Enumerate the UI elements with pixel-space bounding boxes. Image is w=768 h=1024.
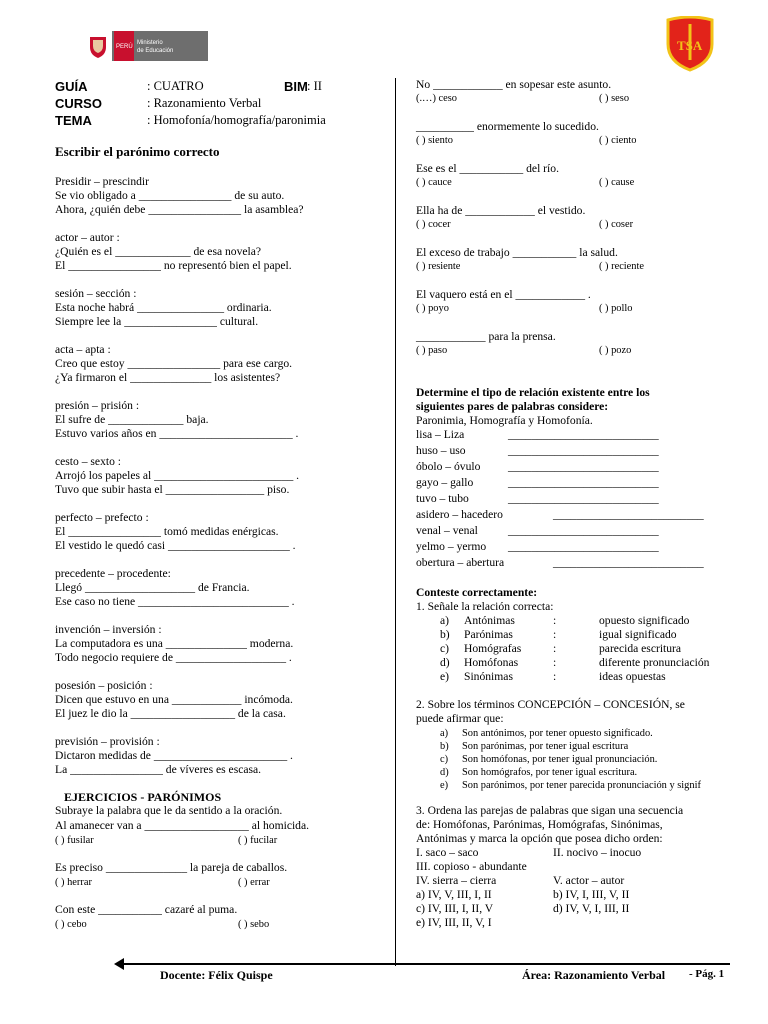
pair-label: huso – uso — [416, 444, 466, 457]
pair-blank[interactable]: __________________________ — [508, 428, 659, 441]
bim-value: : II — [307, 79, 322, 93]
question-2-line2: puede afirmar que: — [416, 712, 504, 725]
option-b[interactable]: ( ) fucilar — [238, 835, 278, 846]
q1-colon: : — [553, 656, 557, 669]
ministry-of-education-logo — [84, 31, 208, 61]
option-b[interactable]: ( ) seso — [599, 93, 630, 104]
option-a[interactable]: ( ) herrar — [55, 877, 92, 888]
question-3-line3: Antónimas y marca la opción que posea dicho orden: — [416, 832, 663, 845]
tema-label: TEMA — [55, 113, 92, 128]
q3-item: I. saco – saco — [416, 846, 479, 859]
footer-page: - Pág. 1 — [689, 968, 725, 980]
q1-letter[interactable]: e) — [440, 670, 450, 683]
pair-label: venal – venal — [416, 524, 478, 537]
text-line: El ________________ tomó medidas enérgicas. — [55, 525, 279, 538]
pair-label: tuvo – tubo — [416, 492, 469, 505]
q3-item: IV. sierra – cierra — [416, 874, 497, 887]
logo-ministry-line1: Ministerio — [137, 40, 163, 46]
guia-label: GUÍA — [55, 79, 88, 94]
school-shield-logo — [664, 16, 716, 72]
text-line: Esta noche habrá _______________ ordinaria. — [55, 301, 272, 314]
pair-label: obertura – abertura — [416, 556, 505, 569]
pair-label: gayo – gallo — [416, 476, 474, 489]
exercise-sentence: ____________ para la prensa. — [416, 330, 556, 343]
pair-label: lisa – Liza — [416, 428, 465, 441]
q2-letter[interactable]: d) — [440, 767, 449, 778]
q3-item: II. nocivo – inocuo — [553, 846, 642, 859]
text-line: sesión – sección : — [55, 287, 137, 300]
exercise-sentence: El exceso de trabajo ___________ la salud. — [416, 246, 618, 259]
bim-label: BIM — [284, 79, 308, 94]
q1-meaning: igual significado — [599, 628, 677, 641]
q1-colon: : — [553, 642, 557, 655]
exercise-intro: Subraye la palabra que le da sentido a la oración. — [55, 804, 283, 817]
text-line: precedente – procedente: — [55, 567, 171, 580]
text-line: Siempre lee la ________________ cultural. — [55, 315, 259, 328]
q2-letter[interactable]: a) — [440, 728, 449, 739]
text-line: ¿Quién es el _____________ de esa novela? — [55, 245, 262, 258]
exercise-sentence: No ____________ en sopesar este asunto. — [416, 78, 612, 91]
text-line: Ahora, ¿quién debe ________________ la asamblea? — [55, 203, 304, 216]
text-line: Todo negocio requiere de ___________________ . — [55, 651, 292, 664]
pair-blank[interactable]: __________________________ — [508, 540, 659, 553]
q1-letter[interactable]: c) — [440, 642, 450, 655]
option-b[interactable]: ( ) sebo — [238, 919, 270, 930]
relation-title-line1: Determine el tipo de relación existente entre los — [416, 386, 650, 399]
footer-area: Área: Razonamiento Verbal — [522, 968, 666, 982]
pair-blank[interactable]: __________________________ — [508, 444, 659, 457]
text-line: Ese caso no tiene __________________________ . — [55, 595, 295, 608]
pair-blank[interactable]: __________________________ — [508, 460, 659, 473]
text-line: cesto – sexto : — [55, 455, 122, 468]
pair-label: asidero – hacedero — [416, 508, 503, 521]
text-line: acta – apta : — [55, 343, 111, 356]
question-2-line1: 2. Sobre los términos CONCEPCIÓN – CONCESIÓN, se — [416, 698, 685, 711]
text-line: Llegó ___________________ de Francia. — [55, 581, 250, 594]
text-line: El vestido le quedó casi _____________________ . — [55, 539, 296, 552]
option-b[interactable]: ( ) cause — [599, 177, 635, 188]
footer-rule — [120, 963, 730, 965]
option-b[interactable]: ( ) reciente — [599, 261, 644, 272]
exercise-sentence: __________ enormemente lo sucedido. — [416, 120, 599, 133]
q3-answer-c[interactable]: c) IV, III, I, II, V — [416, 902, 494, 915]
text-line: Tuvo que subir hasta el _________________ piso. — [55, 483, 290, 496]
text-line: actor – autor : — [55, 231, 120, 244]
q1-meaning: ideas opuestas — [599, 670, 666, 683]
text-line: El sufre de _____________ baja. — [55, 413, 209, 426]
text-line: La computadora es una ______________ moderna. — [55, 637, 294, 650]
option-a[interactable]: ( ) cocer — [416, 219, 451, 230]
question-1: 1. Señale la relación correcta: — [416, 600, 554, 613]
text-line: Estuvo varios años en _______________________ . — [55, 427, 299, 440]
exercise-sentence: Con este ___________ cazaré al puma. — [55, 903, 238, 916]
shield-letters: TSA — [677, 38, 703, 53]
q1-colon: : — [553, 628, 557, 641]
q2-text: Son parónimos, por tener parecida pronunciación y signif — [462, 780, 701, 791]
exercise-sentence: Ella ha de ____________ el vestido. — [416, 204, 586, 217]
text-line: ¿Ya firmaron el ______________ los asistentes? — [55, 371, 281, 384]
q3-answer-d[interactable]: d) IV, V, I, III, II — [553, 902, 630, 915]
curso-label: CURSO — [55, 96, 102, 111]
option-a[interactable]: ( ) paso — [416, 345, 448, 356]
logo-country-text: PERÚ — [116, 44, 133, 50]
text-line: invención – inversión : — [55, 623, 162, 636]
exercise-title: EJERCICIOS - PARÓNIMOS — [64, 790, 222, 804]
q1-letter[interactable]: d) — [440, 656, 450, 669]
q1-meaning: diferente pronunciación — [599, 656, 710, 669]
option-b[interactable]: ( ) pozo — [599, 345, 632, 356]
exercise-sentence: Ese es el ___________ del río. — [416, 162, 559, 175]
question-3-line1: 3. Ordena las parejas de palabras que sigan una secuencia — [416, 804, 684, 817]
guia-value: : CUATRO — [147, 79, 204, 93]
footer-docente: Docente: Félix Quispe — [160, 968, 273, 982]
relation-title-line2: siguientes pares de palabras considere: — [416, 400, 609, 413]
option-b[interactable]: ( ) ciento — [599, 135, 637, 146]
pair-blank[interactable]: __________________________ — [508, 476, 659, 489]
text-line: perfecto – prefecto : — [55, 511, 149, 524]
relation-subtitle: Paronimia, Homografía y Homofonía. — [416, 414, 593, 427]
q3-answer-b[interactable]: b) IV, I, III, V, II — [553, 888, 630, 901]
q1-meaning: opuesto significado — [599, 614, 690, 627]
q2-letter[interactable]: c) — [440, 754, 449, 765]
text-line: posesión – posición : — [55, 679, 153, 692]
column-divider — [395, 78, 396, 966]
text-line: La ________________ de víveres es escasa. — [55, 763, 262, 776]
text-line: Arrojó los papeles al ________________________ . — [55, 469, 300, 482]
q2-text: Son parónimas, por tener igual escritura — [462, 741, 629, 752]
left-section-title: Escribir el parónimo correcto — [55, 144, 220, 159]
option-a[interactable]: (.…) ceso — [416, 93, 457, 104]
q1-meaning: parecida escritura — [599, 642, 682, 655]
option-b[interactable]: ( ) pollo — [599, 303, 633, 314]
q3-item: III. copioso - abundante — [416, 860, 527, 873]
tema-value: : Homofonía/homografía/paronimia — [147, 113, 326, 127]
exercise-sentence: El vaquero está en el ____________ . — [416, 288, 591, 301]
q3-answer-e[interactable]: e) IV, III, II, V, I — [416, 916, 492, 929]
pair-blank[interactable]: __________________________ — [508, 524, 659, 537]
q1-term: Homógrafas — [464, 642, 522, 655]
text-line: Se vio obligado a ________________ de su auto. — [55, 189, 285, 202]
q2-letter[interactable]: e) — [440, 780, 449, 791]
q2-text: Son homófonas, por tener igual pronunciación. — [462, 754, 658, 765]
text-line: El juez le dio la __________________ de la casa. — [55, 707, 286, 720]
option-a[interactable]: ( ) cebo — [55, 919, 87, 930]
text-line: Dictaron medidas de _______________________ . — [55, 749, 293, 762]
q2-letter[interactable]: b) — [440, 741, 449, 752]
pair-label: óbolo – óvulo — [416, 460, 481, 473]
option-b[interactable]: ( ) coser — [599, 219, 634, 230]
exercise-sentence: Al amanecer van a __________________ al homicida. — [55, 819, 310, 832]
curso-value: : Razonamiento Verbal — [147, 96, 262, 110]
text-line: Creo que estoy ________________ para ese cargo. — [55, 357, 293, 370]
q1-colon: : — [553, 614, 557, 627]
q1-term: Parónimas — [464, 628, 513, 641]
q1-term: Homófonas — [464, 656, 519, 669]
q1-term: Sinónimas — [464, 670, 513, 683]
q1-term: Antónimas — [464, 614, 515, 627]
pair-label: yelmo – yermo — [416, 540, 487, 553]
option-a[interactable]: ( ) fusilar — [55, 835, 94, 846]
text-line: Presidir – prescindir — [55, 175, 150, 188]
option-a[interactable]: ( ) poyo — [416, 303, 449, 314]
text-line: presión – prisión : — [55, 399, 140, 412]
question-3-line2: de: Homófonas, Parónimas, Homógrafas, Sinónimas, — [416, 818, 663, 831]
option-b[interactable]: ( ) errar — [238, 877, 270, 888]
pair-blank[interactable]: __________________________ — [553, 556, 704, 569]
q2-text: Son homógrafos, por tener igual escritura. — [462, 767, 638, 778]
q3-answer-a[interactable]: a) IV, V, III, I, II — [416, 888, 492, 901]
option-a[interactable]: ( ) resiente — [416, 261, 461, 272]
logo-ministry-line2: de Educación — [137, 48, 174, 54]
pair-blank[interactable]: __________________________ — [508, 492, 659, 505]
text-line: Dicen que estuvo en una ____________ incómoda. — [55, 693, 293, 706]
exercise-sentence: Es preciso ______________ la pareja de caballos. — [55, 861, 288, 874]
q1-letter[interactable]: b) — [440, 628, 450, 641]
q1-colon: : — [553, 670, 557, 683]
text-line: previsión – provisión : — [55, 735, 160, 748]
option-a[interactable]: ( ) cauce — [416, 177, 452, 188]
q3-item: V. actor – autor — [553, 874, 625, 887]
text-line: El ________________ no representó bien el papel. — [55, 259, 292, 272]
q2-text: Son antónimos, por tener opuesto significado. — [462, 728, 653, 739]
pair-blank[interactable]: __________________________ — [553, 508, 704, 521]
option-a[interactable]: ( ) siento — [416, 135, 453, 146]
q1-letter[interactable]: a) — [440, 614, 450, 627]
conteste-title: Conteste correctamente: — [416, 586, 538, 599]
